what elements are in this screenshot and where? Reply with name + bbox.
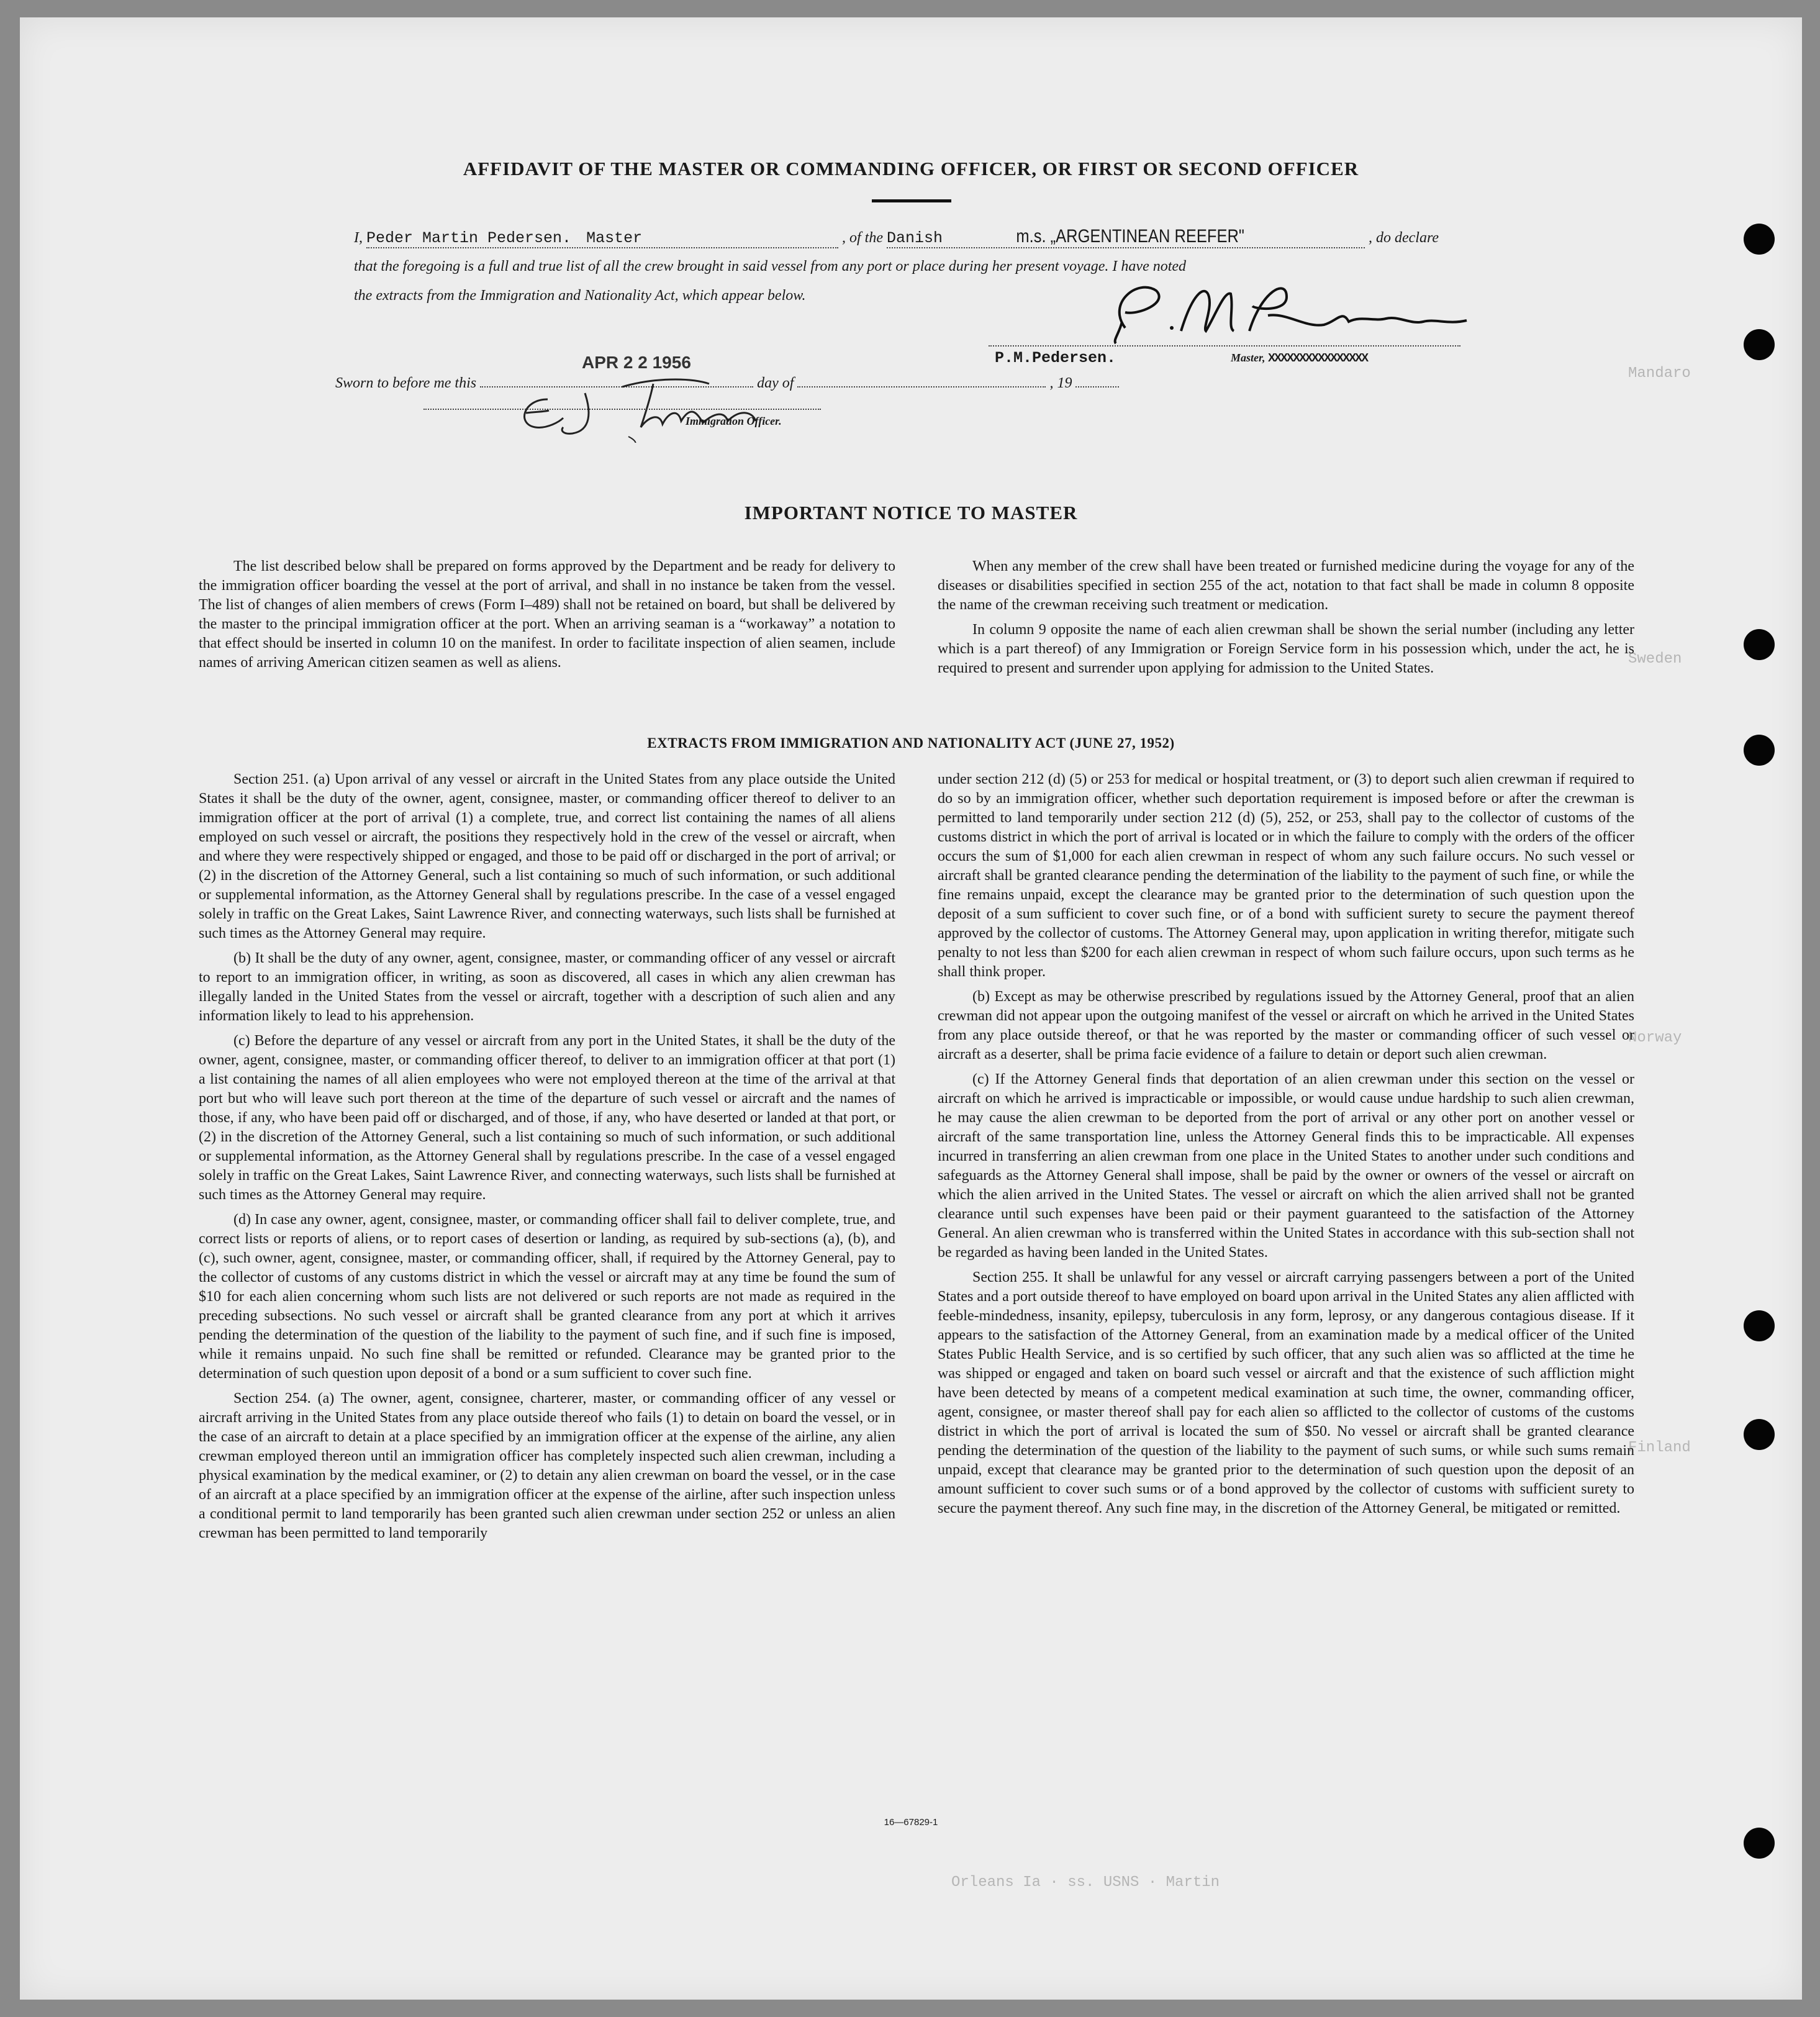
declaration-line: the extracts from the Immigration and Nationality Act, which appear below.: [354, 288, 806, 304]
punch-hole: [1744, 224, 1775, 255]
notice-paragraph: In column 9 opposite the name of each alien crewman shall be shown the serial number (including any letter which is a part thereof) of any Immigration or Foreign Service form in his possession which, under the act, he is required to present and surrender upon applying for admission to the United States.: [938, 622, 1634, 676]
master-signature: [1100, 278, 1485, 347]
master-name: Peder Martin Pedersen.: [366, 229, 572, 247]
master-rank: Master: [586, 229, 643, 247]
extract-paragraph: (b) Except as may be otherwise prescribed by regulations issued by the Attorney General, proof that an alien crewman did not appear upon the outgoing manifest of the vessel or aircraft on which he arrived in the United States from any place outside thereof, or that he was reported by the master or commanding officer of such vessel or aircraft as a deserter, shall be prima facie evidence of a failure to detain or deport such alien crewman.: [938, 989, 1634, 1063]
year-field: [1075, 386, 1119, 388]
extract-paragraph: Section 251. (a) Upon arrival of any vessel or aircraft in the United States from any place outside the United States it shall be the duty of the owner, agent, consignee, master, or commanding officer thereof to deliver to an immigration officer at the port of arrival (1) a complete, true, and correct list containing the names of all aliens employed on such vessel or aircraft, the positions they respectively hold in the crew of the vessel or aircraft, when and where they were respectively shipped or engaged, and those to be paid off or discharged in the port of arrival; or (2) in the discretion of the Attorney General, such a list containing so much of such information, or such additional or supplemental information, as the Attorney General shall by regulations prescribe. In the case of a vessel engaged solely in traffic on the Great Lakes, Saint Lawrence River, and connecting waterways, such lists shall be furnished at such times as the Attorney General may require.: [199, 771, 895, 941]
signature-underline: [989, 345, 1460, 347]
bleed-through-text: Orleans Ia · ss. USNS · Martin: [951, 1874, 1220, 1891]
bleed-through-text: Finland: [1628, 1439, 1691, 1456]
extract-paragraph: (d) In case any owner, agent, consignee, master, or commanding officer shall fail to deliver complete, true, and correct lists or reports of aliens, or to report cases of desertion or landing, as required by sub-sections (a), (b), and (c), such owner, agent, consignee, master, or commanding officer, shall, if required by the Attorney General, pay to the collector of customs of any customs district in which the vessel or aircraft may at any time be found the sum of $10 for each alien concerning whom such lists are not delivered or such reports are not made as required in the preceding subsections. No such vessel or aircraft shall be granted clearance from any port at which it arrives pending the determination of the question of the liability to the payment of such fine, and if such fine is imposed, while it remains unpaid. No such fine shall be remitted or refunded. Clearance may be granted prior to the determination of such question upon deposit of a bond or a sum sufficient to cover such fine.: [199, 1212, 895, 1382]
officer-label: Immigration Officer.: [686, 415, 782, 427]
year-label: , 19: [1049, 375, 1072, 391]
extracts-right-column: [938, 770, 1634, 1524]
extract-paragraph: (c) If the Attorney General finds that deportation of an alien crewman under this section on the vessel or aircraft on which he arrived is impracticable or impossible, or would cause undue hardship to such alien crewman, he may cause the alien crewman to be deported from the port of arrival or any other port on another vessel or aircraft of the same transportation line, unless the Attorney General finds this to be impracticable. All expenses incurred in transferring an alien crewman from one place in the United States to another under such conditions and safeguards as the Attorney General shall impose, shall be paid by the owner or owners of the vessel or aircraft on which the alien arrived in the United States. The vessel or aircraft on which the alien arrived shall not be granted clearance until such expenses have been paid or their payment guaranteed to the satisfaction of the Attorney General. An alien crewman who is transferred within the United States in accordance with this sub-section shall not be regarded as having been landed in the United States.: [938, 1071, 1634, 1261]
declaration-line: that the foregoing is a full and true list of all the crew brought in said vessel from any port or place during her present voyage. I have noted: [354, 258, 1187, 274]
day-of-label: day of: [757, 375, 794, 391]
master-title-label: [1231, 351, 1367, 365]
nationality: Danish: [887, 229, 943, 247]
punch-hole: [1744, 329, 1775, 360]
date-stamp: APR 2 2 1956: [582, 353, 691, 372]
month-field: [797, 386, 1046, 388]
punch-hole: [1744, 1310, 1775, 1341]
sworn-label: Sworn to before me this: [335, 375, 477, 391]
officer-signature-line: [423, 409, 821, 410]
master-strikethrough: XXXXXXXXXXXXXXXX: [1268, 351, 1368, 364]
pronoun: I,: [354, 230, 363, 246]
title-rule: [872, 199, 951, 202]
extracts-left-column: [199, 770, 895, 1549]
notice-title: IMPORTANT NOTICE TO MASTER: [744, 502, 1078, 524]
declare-label: , do declare: [1369, 230, 1439, 246]
vessel-name: m.s. „ARGENTINEAN REEFER": [1016, 226, 1244, 247]
punch-hole: [1744, 1419, 1775, 1450]
document-page: [20, 17, 1802, 2000]
extract-paragraph: (b) It shall be the duty of any owner, agent, consignee, master, or commanding officer of any vessel or aircraft to report to an immigration officer, in writing, as soon as discovered, all cases in which any alien crewman has illegally landed in the United States from the vessel or aircraft, together with a description of such alien and any information likely to lead to his apprehension.: [199, 950, 895, 1024]
notice-left-column: [199, 557, 895, 678]
punch-hole: [1744, 1828, 1775, 1859]
form-number: 16—67829-1: [884, 1817, 938, 1828]
bleed-through-text: Mandaro: [1628, 365, 1691, 382]
extract-paragraph: Section 255. It shall be unlawful for any vessel or aircraft carrying passengers between a port of the United States and a port outside thereof to have employed on board upon arrival in the United States any alien afflicted with feeble-mindedness, insanity, epilepsy, tuberculosis in any form, leprosy, or any dangerous contagious disease. If it appears to the satisfaction of the Attorney General, from an examination made by a medical officer of the United States Public Health Service, and is so certified by such officer, that any such alien was so afflicted at the time he was shipped or engaged and taken on board such vessel or aircraft and that the existence of such affliction might have been detected by means of a competent medical examination at such time, the owner, commanding officer, agent, consignee, or master thereof shall pay for each alien so afflicted to the collector of customs of the customs district in which the port of arrival is located the sum of $50. No vessel or aircraft shall be granted clearance pending the determination of the question of the liability to the payment of such sums, or while such sums remain unpaid, except that clearance may be granted prior to the determination of such question upon the deposit of an amount sufficient to cover such sums or of a bond approved by the collector of customs with sufficient surety to secure the payment thereof. Any such fine may, in the discretion of the Attorney General, be mitigated or remitted.: [938, 1269, 1634, 1516]
printed-master-name: P.M.Pedersen.: [995, 349, 1116, 367]
notice-paragraph: The list described below shall be prepared on forms approved by the Department and be ready for delivery to the immigration officer boarding the vessel at the port of arrival, and shall in no instance be taken from the vessel. The list of changes of alien members of crews (Form I–489) shall not be retained on board, but shall be delivered by the master to the principal immigration officer at the port. When an arriving seaman is a “workaway” a notation to that effect should be inserted in column 10 on the manifest. In order to facilitate inspection of alien seamen, include names of arriving American citizen seamen as well as aliens.: [199, 558, 895, 671]
extract-paragraph: Section 254. (a) The owner, agent, consignee, charterer, master, or commanding officer of any vessel or aircraft arriving in the United States from any place outside thereof who fails (1) to detain on board the vessel, or in the case of an aircraft to detain at a place specified by an immigration officer at the expense of the airline, any alien crewman employed thereon until an immigration officer has completely inspected such alien crewman, including a physical examination by the medical examiner, or (2) to detain any alien crewman on board the vessel, or in the case of an aircraft at a place specified by an immigration officer at the expense of the airline, after such inspection unless a conditional permit to land temporarily has been granted such alien crewman under section 252 or unless an alien crewman has been permitted to land temporarily: [199, 1390, 895, 1541]
extract-paragraph: (c) Before the departure of any vessel or aircraft from any port in the United States, it shall be the duty of the owner, agent, consignee, master, or commanding officer thereof, to deliver to an immigration officer at that port (1) a list containing the names of all alien employees who were not employed thereon at the time of the arrival at that port but who will leave such port thereon at the time of the departure of such vessel or aircraft and the names of those, if any, who have been paid off or discharged, and of those, if any, who have deserted or landed at that port, or (2) in the discretion of the Attorney General, such a list containing so much of such information, or such additional or supplemental information, as the Attorney General shall by regulations prescribe. In the case of a vessel engaged solely in traffic on the Great Lakes, Saint Lawrence River, and connecting waterways, such lists shall be furnished at such times as the Attorney General may require.: [199, 1033, 895, 1203]
extracts-title: EXTRACTS FROM IMMIGRATION AND NATIONALITY ACT (JUNE 27, 1952): [647, 735, 1175, 751]
notice-right-column: [938, 557, 1634, 684]
punch-hole: [1744, 629, 1775, 660]
declaration-line: [354, 226, 1503, 248]
bleed-through-text: Norway: [1628, 1030, 1682, 1046]
master-label: Master,: [1231, 351, 1265, 364]
affidavit-title: AFFIDAVIT OF THE MASTER OR COMMANDING OFFICER, OR FIRST OR SECOND OFFICER: [463, 158, 1359, 179]
of-the-label: , of the: [842, 230, 883, 246]
extract-paragraph: under section 212 (d) (5) or 253 for medical or hospital treatment, or (3) to deport such alien crewman if required to do so by an immigration officer, whether such deportation requirement is imposed before or after the crewman is permitted to land temporarily under section 212 (d) (5), 252, or 253, shall pay to the collector of customs of the customs district in which the port of arrival is located or in which the failure to comply with the orders of the officer occurs the sum of $1,000 for each alien crewman in respect of whom any such failure occurs. No such vessel or aircraft shall be granted clearance pending the determination of the liability to the payment of such fine, or while the fine remains unpaid, except the clearance may be granted prior to the determination of such question upon the deposit of a sum sufficient to cover such fine, or of a bond with sufficient surety to secure the payment thereof approved by the collector of customs. The Attorney General may, upon application in writing therefor, mitigate such penalty to not less than $200 for each alien crewman in respect of whom such failure occurs, upon such terms as he shall think proper.: [938, 771, 1634, 980]
bleed-through-text: Sweden: [1628, 651, 1682, 668]
notice-paragraph: When any member of the crew shall have been treated or furnished medicine during the voyage for any of the diseases or disabilities specified in section 255 of the act, notation to that fact shall be made in column 8 opposite the name of the crewman receiving such treatment or medication.: [938, 558, 1634, 613]
name-field: [366, 229, 838, 248]
vessel-field: [887, 226, 1365, 248]
